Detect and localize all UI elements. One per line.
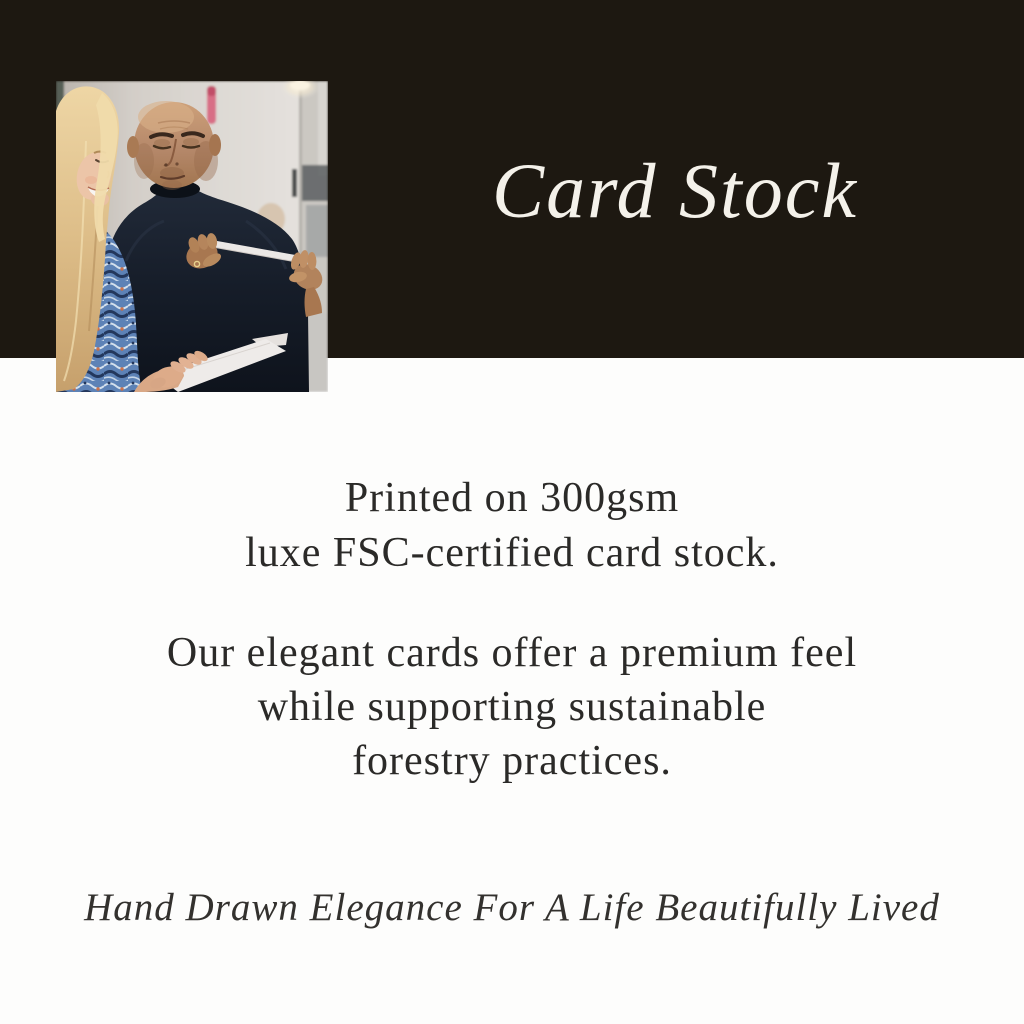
paragraph-line: forestry practices.	[352, 738, 672, 784]
paragraph-line: luxe FSC-certified card stock.	[245, 530, 779, 576]
brand-tagline: Hand Drawn Elegance For A Life Beautifully Lived	[84, 886, 940, 929]
page-title: Card Stock	[492, 147, 858, 234]
paragraph-line: Printed on 300gsm	[344, 475, 680, 521]
couple-photo	[56, 81, 328, 392]
paragraph-card-stock	[0, 471, 1024, 581]
couple-photo-illustration	[56, 81, 328, 392]
paragraph-line: while supporting sustainable	[257, 684, 767, 730]
paragraph-sustainability	[0, 626, 1024, 788]
pink-candle	[207, 86, 216, 124]
paragraph-line: Our elegant cards offer a premium feel	[166, 630, 858, 676]
